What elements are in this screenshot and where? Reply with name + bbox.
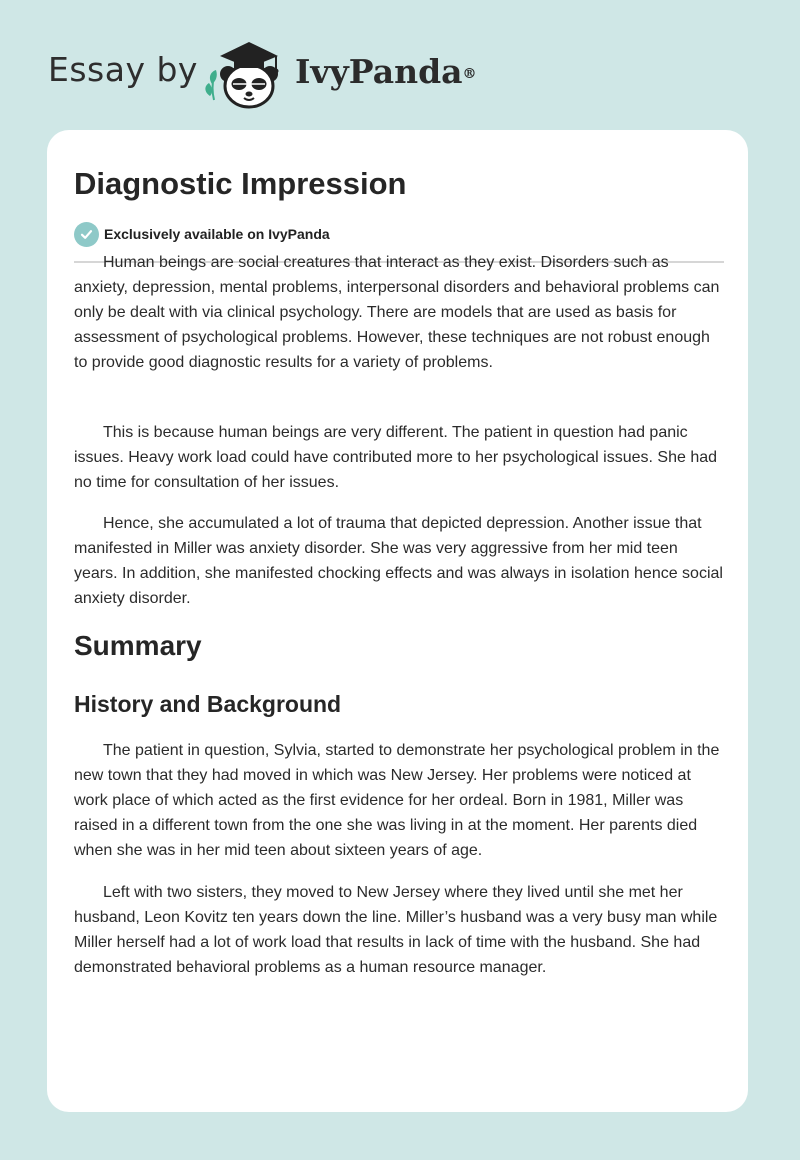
essay-by-label: Essay by: [48, 50, 198, 89]
article-card: [47, 130, 748, 1112]
body-paragraph: Hence, she accumulated a lot of trauma that depicted depression. Another issue that manifested in Miller was anxiety disorder. She was very aggressive from her mid teen years. In addition, she manifested chocking effects and was always in isolation hence social anxiety disorder.: [74, 515, 723, 607]
exclusive-badge: [74, 221, 330, 247]
body-paragraph: Human beings are social creatures that interact as they exist. Disorders such as anxiety, depression, mental problems, interpersonal disorders and behavioral problems can only be dealt with via clinical psychology. There are models that are used as basis for assessment of psychological problems. However, these techniques are not robust enough to provide good diagnostic results for a variety of problems.: [74, 254, 720, 371]
body-paragraph: Left with two sisters, they moved to New Jersey where they lived until she met her husband, Leon Kovitz ten years down the line. Miller’s husband was a very busy man while Miller herself had a lot of work load that results in lack of time with the husband. She had demonstrated behavioral problems as a human resource manager.: [74, 884, 718, 976]
site-header: [0, 0, 800, 130]
body-paragraph: The patient in question, Sylvia, started to demonstrate her psychological problem in the new town that they had moved in which was New Jersey. Her problems were noticed at work place of which acted as the first evidence for her ordeal. Born in 1981, Miller was raised in a different town from the one she was living in at the moment. Her parents died when she was in her mid teen about sixteen years of age.: [74, 742, 720, 859]
brand-name[interactable]: [295, 52, 477, 92]
page-title: Diagnostic Impression: [74, 166, 407, 201]
exclusive-badge-label: Exclusively available on IvyPanda: [104, 226, 330, 242]
body-paragraph: This is because human beings are very different. The patient in question had panic issues. Heavy work load could have contributed more to her psychological issues. She had no time for consultation of her issues.: [74, 424, 718, 491]
panda-graduation-cap-icon[interactable]: [200, 34, 296, 110]
subsection-heading-history: History and Background: [74, 691, 342, 717]
brand-label: IvyPanda: [295, 52, 463, 91]
registered-mark: ®: [462, 66, 477, 82]
check-icon: [74, 222, 99, 247]
section-heading-summary: Summary: [74, 630, 202, 661]
